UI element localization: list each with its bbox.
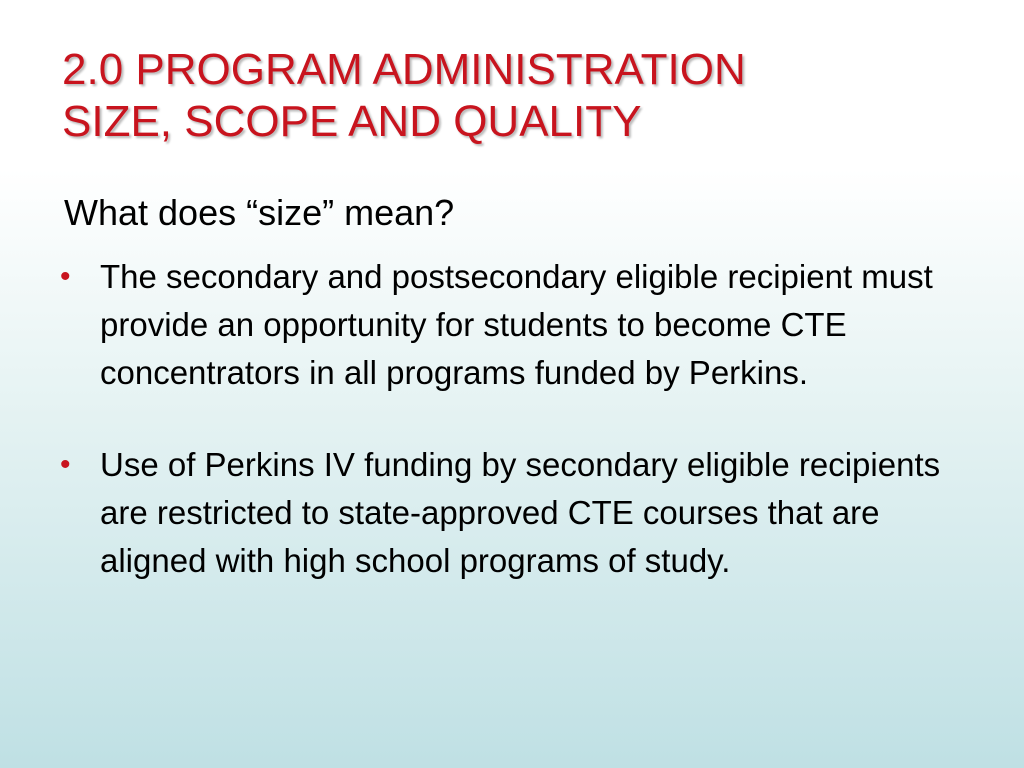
bullet-item-size-opportunity	[58, 253, 958, 397]
slide-title-line-2: SIZE, SCOPE AND QUALITY	[62, 97, 642, 146]
bullet-icon: •	[60, 260, 71, 293]
slide-title-line-1: 2.0 PROGRAM ADMINISTRATION	[62, 45, 746, 94]
bullet-icon: •	[60, 448, 71, 481]
slide-title	[62, 44, 992, 148]
bullet-list	[58, 253, 958, 585]
bullet-text: The secondary and postsecondary eligible recipient must provide an opportunity for students to become CTE concentrators in all programs funded by Perkins.	[100, 258, 933, 391]
slide-subheading: What does “size” mean?	[64, 192, 455, 233]
bullet-item-funding-restriction	[58, 441, 958, 585]
bullet-text: Use of Perkins IV funding by secondary eligible recipients are restricted to state-approved CTE courses that are aligned with high school programs of study.	[100, 446, 941, 579]
